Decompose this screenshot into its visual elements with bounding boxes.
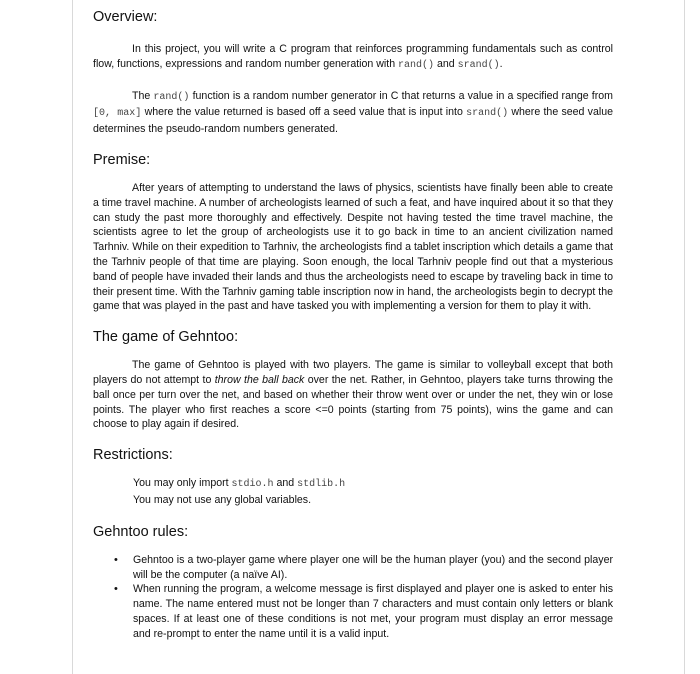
stdio-code: stdio.h (231, 479, 274, 491)
restriction-1-pre: You may only import (133, 477, 232, 490)
restrictions-list (93, 476, 613, 508)
document-page (73, 0, 684, 674)
rand-code-2: rand() (153, 91, 190, 103)
restrictions-heading: Restrictions: (93, 447, 173, 464)
bullet-icon: • (114, 553, 118, 566)
rules-list (93, 553, 613, 642)
game-text-1: The game of Gehntoo is played with two players. The game is similar to volleyball except that both players do not attempt to (93, 359, 613, 386)
rand-code: rand() (398, 59, 435, 71)
overview-p1-text-3: . (499, 57, 503, 70)
overview-p1-text-1: In this project, you will write a C program that reinforces programming fundamentals such as control flow, functions, expressions and random number generation with (93, 43, 613, 70)
bullet-icon: • (114, 583, 118, 596)
overview-paragraph-2 (93, 89, 613, 137)
rule-item (93, 582, 613, 641)
game-text-2: over the net. Rather, in Gehntoo, players take turns throwing the ball once per turn over the net, and based on whether their throw went over or under the net, they win or lose points. The player who first reaches a score <=0 points (starting from 75 points), wins the game and can choose to play again if desired. (93, 373, 613, 431)
rule-text: When running the program, a welcome message is first displayed and player one is asked to enter his name. The name entered must not be longer than 7 characters and must contain only letters or blank spaces. If at least one of these conditions is not met, your program must display an error message and re-prompt to enter the name until it is a valid input. (133, 583, 613, 640)
page-right-edge (684, 0, 685, 674)
overview-p2-text-3: where the seed value determines the pseudo-random numbers generated. (93, 106, 614, 136)
overview-p1-text-2: and (434, 57, 458, 70)
srand-code-2: srand() (466, 108, 509, 120)
premise-paragraph: After years of attempting to understand the laws of physics, scientists have finally been able to create a time travel machine. A number of archeologists learned of such a feat, and have inquired about it so that they can study the past more thoroughly and effectively. Despite not having tested the time travel machine, the scientists agree to let the group of archeologists use it to go back in time to an ancient civilization named Tarhniv. While on their expedition to Tarhniv, the archeologists find a tablet inscription which details a game that the Tarhniv people of that time are playing. Soon enough, the local Tarhniv people find out that a mysterious band of people have invaded their lands and thus the archeologists need to escape by traveling back in time to their present time. With the Tarhniv gaming table inscription now in hand, the archeologists begin to decrypt the game that was played in the past and have tasked you with implementing a version for them to play it with. (93, 181, 613, 313)
restriction-1-mid: and (273, 477, 298, 490)
restriction-item-2: You may not use any global variables. (133, 493, 312, 506)
overview-p2-text-1: function is a random number generator in C that returns a value in a specified range from (189, 89, 613, 102)
overview-p2-text-2: where the value returned is based off a seed value that is input into (141, 106, 467, 119)
restriction-item-1 (93, 476, 613, 493)
range-code: [0, max] (93, 108, 142, 120)
rules-heading: Gehntoo rules: (93, 523, 189, 540)
premise-heading: Premise: (93, 151, 151, 168)
rule-item (93, 553, 613, 583)
srand-code: srand() (457, 59, 500, 71)
rule-text: Gehntoo is a two-player game where player one will be the human player (you) and the second player will be the computer (a naïve AI). (133, 553, 613, 581)
game-heading: The game of Gehntoo: (93, 329, 239, 346)
document-content (93, 0, 613, 642)
game-emphasis: throw the ball back (214, 373, 305, 386)
stdlib-code: stdlib.h (297, 479, 346, 491)
overview-heading: Overview: (93, 9, 158, 25)
overview-paragraph-1 (93, 42, 613, 74)
overview-p2-lead: The (132, 89, 154, 102)
game-paragraph (93, 358, 613, 432)
